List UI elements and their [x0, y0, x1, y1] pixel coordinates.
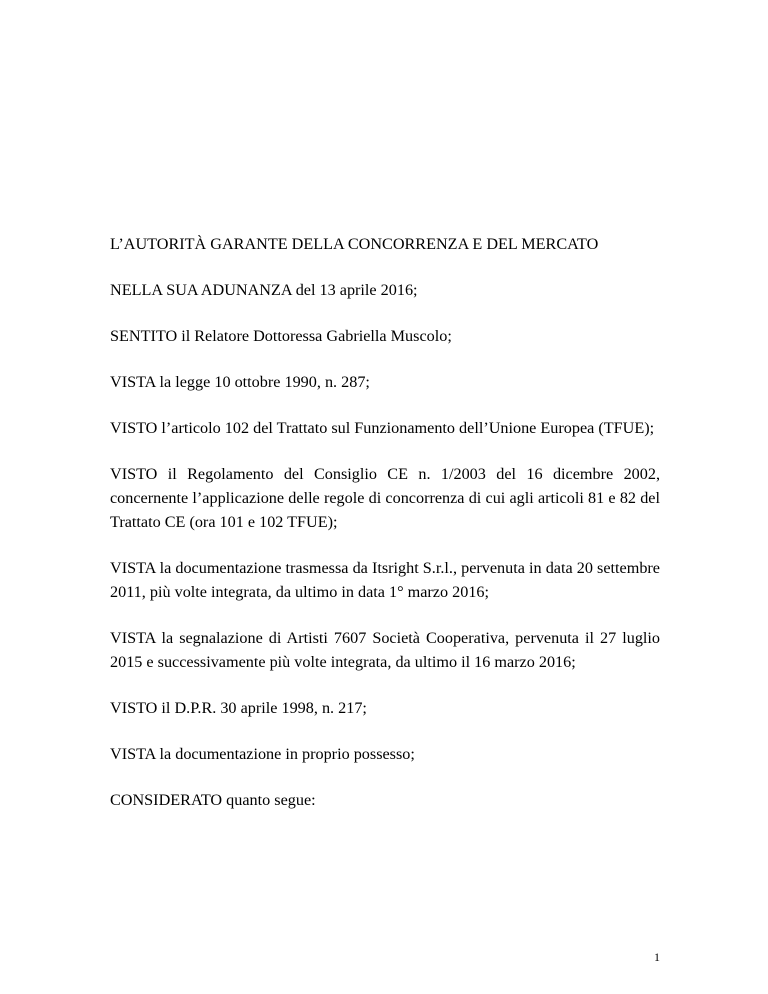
rapporteur-paragraph: SENTITO il Relatore Dottoressa Gabriella Muscolo; [110, 327, 452, 345]
own-documentation-paragraph: VISTA la documentazione in proprio possesso; [110, 745, 415, 763]
authority-heading: L’AUTORITÀ GARANTE DELLA CONCORRENZA E DEL MERCATO [110, 235, 599, 253]
law-reference-paragraph: VISTA la legge 10 ottobre 1990, n. 287; [110, 373, 370, 391]
document-body [110, 232, 660, 834]
regulation-paragraph: VISTO il Regolamento del Consiglio CE n. 1/2003 del 16 dicembre 2002, concernente l’applicazione delle regole di concorrenza di cui agli articoli 81 e 82 del Trattato CE (ora 101 e 102 TFUE); [110, 465, 660, 531]
itsright-documentation-paragraph: VISTA la documentazione trasmessa da Itsright S.r.l., pervenuta in data 20 settembre 2011, più volte integrata, da ultimo in data 1° marzo 2016; [110, 559, 660, 601]
considerato-paragraph: CONSIDERATO quanto segue: [110, 791, 316, 809]
artisti-report-paragraph: VISTA la segnalazione di Artisti 7607 Società Cooperativa, pervenuta il 27 luglio 2015 e successivamente più volte integrata, da ultimo il 16 marzo 2016; [110, 629, 660, 671]
page-number: 1 [654, 950, 660, 964]
dpr-reference-paragraph: VISTO il D.P.R. 30 aprile 1998, n. 217; [110, 699, 367, 717]
meeting-date-paragraph: NELLA SUA ADUNANZA del 13 aprile 2016; [110, 281, 418, 299]
tfue-article-paragraph: VISTO l’articolo 102 del Trattato sul Funzionamento dell’Unione Europea (TFUE); [110, 419, 655, 437]
